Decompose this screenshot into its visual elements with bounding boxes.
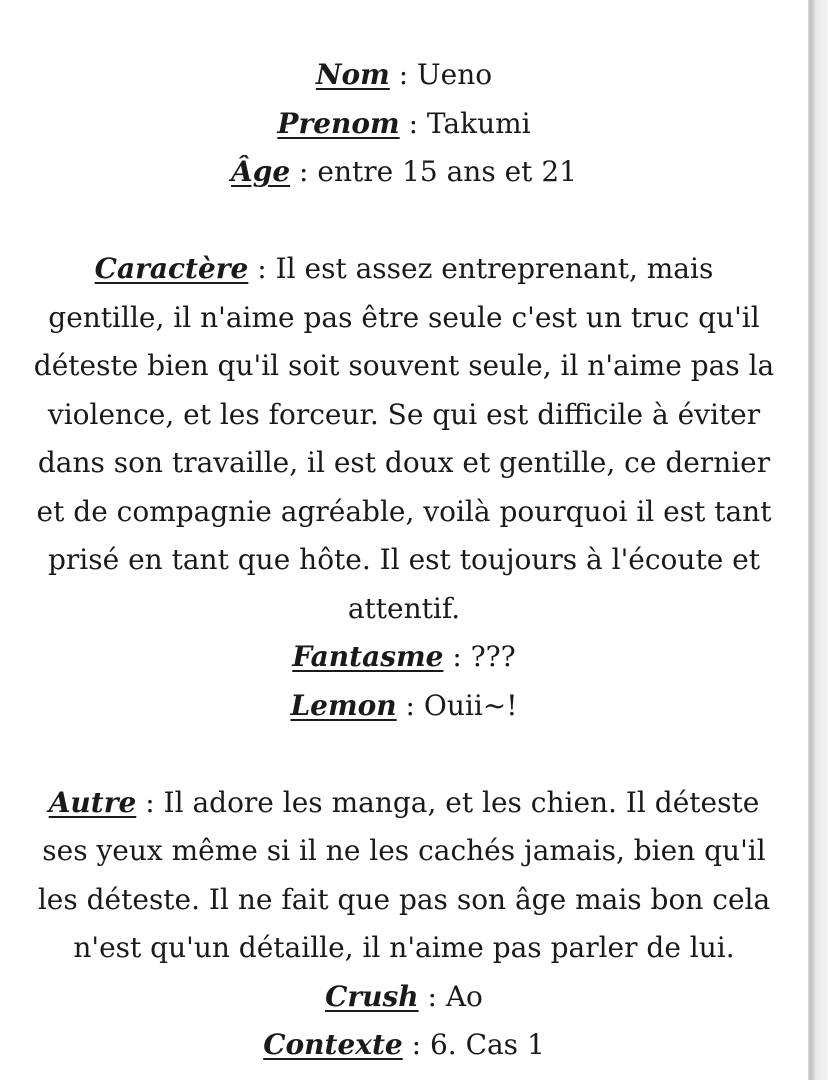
- autre-text-line: n'est qu'un détaille, il n'aime pas parler de lui.: [73, 931, 735, 964]
- prenom-label: Prenom: [277, 106, 400, 140]
- autre-text-line: : Il adore les manga, et les chien. Il déteste: [136, 785, 760, 819]
- age-line: [24, 148, 784, 197]
- caractere-text-line: gentille, il n'aime pas être seule c'est un truc qu'il: [48, 300, 760, 334]
- caractere-text-line: prisé en tant que hôte. Il est toujours à l'écoute et: [48, 543, 760, 576]
- caractere-text-line: : Il est assez entreprenant, mais: [248, 252, 714, 285]
- autre-text-line: les déteste. Il ne fait que pas son âge mais bon cela: [37, 882, 771, 916]
- contexte-value: : 6. Cas 1: [402, 1028, 545, 1061]
- nom-label: Nom: [315, 58, 390, 91]
- age-label: Âge: [231, 155, 291, 188]
- spacer: [24, 197, 784, 246]
- crush-value: : Ao: [418, 979, 483, 1013]
- crush-line: [24, 973, 784, 1022]
- spacer: [24, 730, 784, 779]
- caractere-text-line: dans son travaille, il est doux et gentille, ce dernier: [37, 446, 771, 479]
- fantasme-label: Fantasme: [292, 640, 444, 673]
- age-value: : entre 15 ans et 21: [290, 155, 577, 188]
- fantasme-line: [24, 633, 784, 682]
- autre-label: Autre: [48, 785, 137, 819]
- contexte-label: Contexte: [263, 1028, 403, 1061]
- lemon-value: : Ouii~!: [396, 688, 518, 722]
- caractere-text-line: attentif.: [347, 591, 461, 625]
- contexte-line: [24, 1021, 784, 1070]
- nom-value: : Ueno: [389, 58, 493, 91]
- character-sheet: [24, 51, 784, 1070]
- caractere-text-line: et de compagnie agréable, voilà pourquoi il est tant: [36, 494, 772, 528]
- fantasme-value: : ???: [443, 640, 516, 673]
- prenom-value: : Takumi: [399, 106, 531, 140]
- page-edge: [808, 0, 828, 1080]
- lemon-label: Lemon: [290, 688, 397, 722]
- caractere-label: Caractère: [94, 252, 249, 285]
- caractere-line: [24, 245, 784, 294]
- prenom-line: [24, 100, 784, 149]
- crush-label: Crush: [325, 979, 419, 1013]
- nom-line: [24, 51, 784, 100]
- caractere-text-line: déteste bien qu'il soit souvent seule, il n'aime pas la: [33, 349, 775, 382]
- autre-text-line: ses yeux même si il ne les cachés jamais, bien qu'il: [42, 834, 766, 867]
- autre-line: [24, 779, 784, 828]
- caractere-text-line: violence, et les forceur. Se qui est difficile à éviter: [47, 397, 761, 431]
- lemon-line: [24, 682, 784, 731]
